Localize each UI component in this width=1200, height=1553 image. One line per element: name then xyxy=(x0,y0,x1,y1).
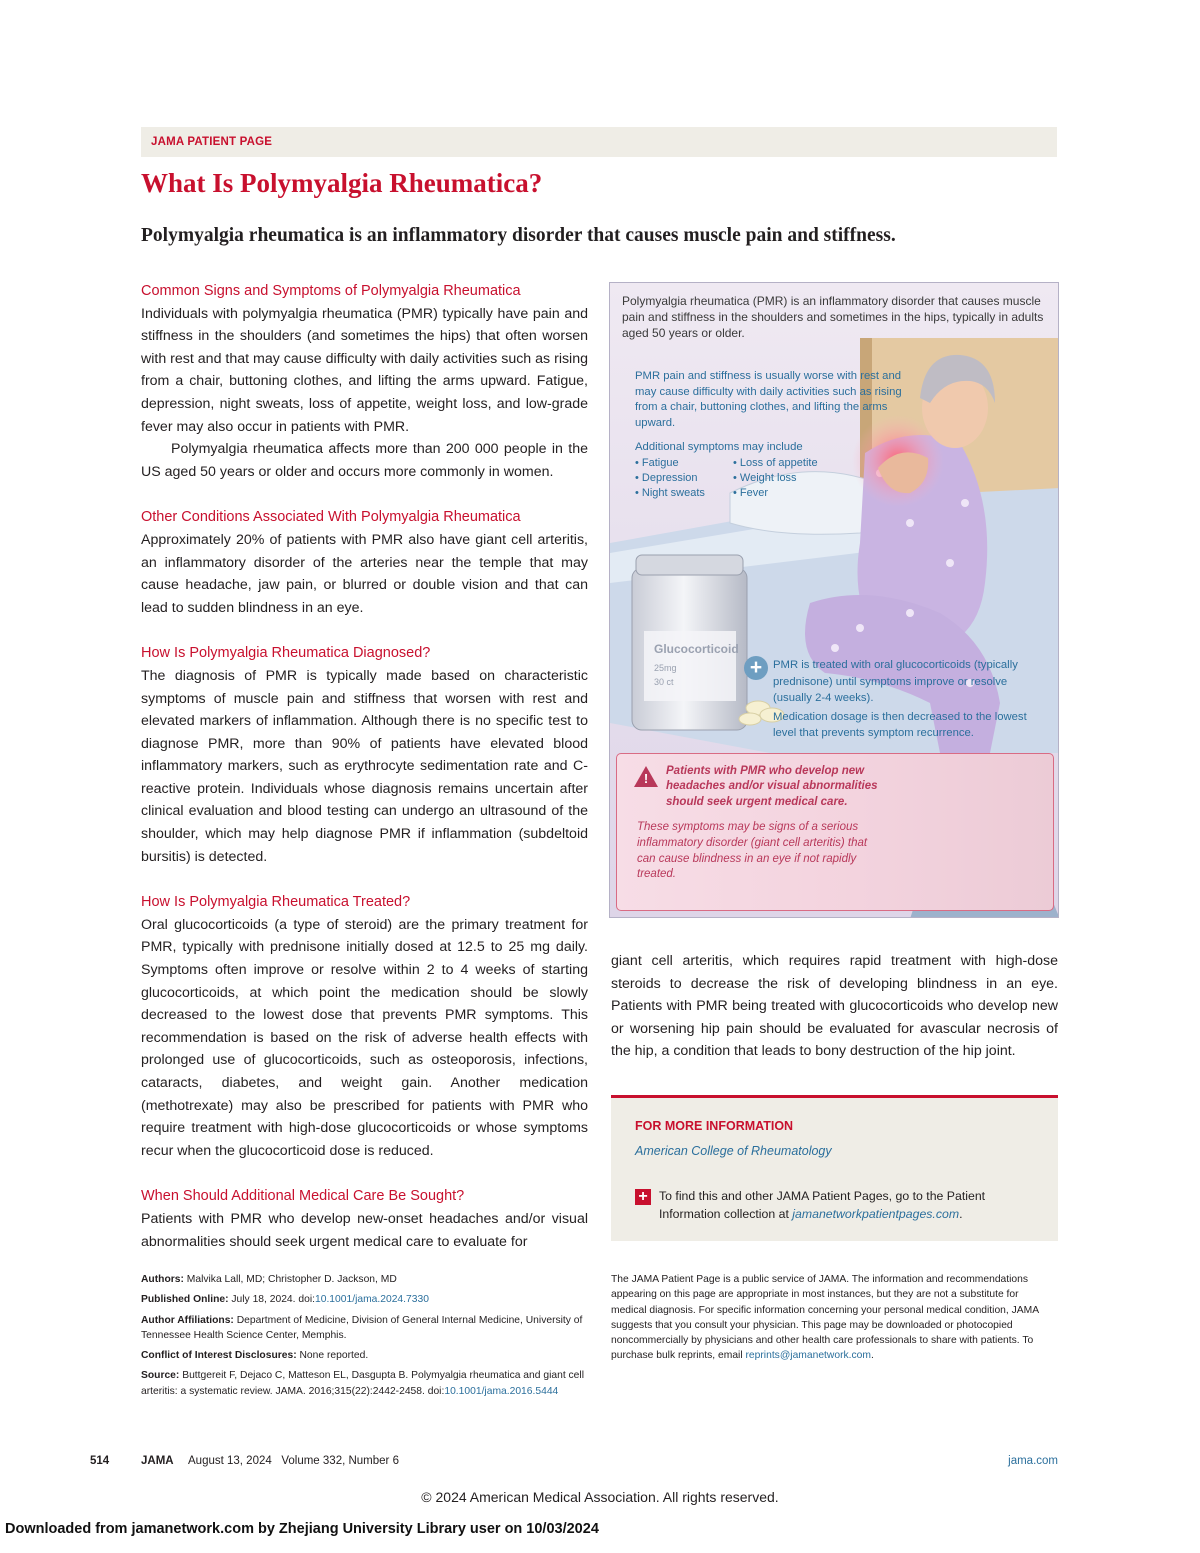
section-heading-diagnosis: How Is Polymyalgia Rheumatica Diagnosed? xyxy=(141,645,431,662)
published-doi-link[interactable]: 10.1001/jama.2024.7330 xyxy=(314,1294,429,1306)
patient-pages-link[interactable]: jamanetworkpatientpages.com xyxy=(792,1207,960,1221)
more-info-box xyxy=(611,1095,1058,1241)
figure-treatment-text: PMR is treated with oral glucocorticoids (typically prednisone) until symptoms improve or resolve (usually 2-4 weeks). xyxy=(773,659,1018,704)
paragraph-continuation: giant cell arteritis, which requires rapid treatment with high-dose steroids to decrease the risk of developing blindness in an eye. Patients with PMR being treated with glucocorticoids who develop new or worsening hip pain should be evaluated for avascular necrosis of the hip, a condition that leads to bony destruction of the hip joint. xyxy=(611,953,1058,1060)
symptom-item: • Night sweats xyxy=(635,487,705,500)
symptom-item: • Depression xyxy=(635,471,698,484)
coi-value: None reported. xyxy=(296,1350,369,1362)
more-info-text xyxy=(659,1187,1039,1223)
paragraph-prevalence: Polymyalgia rheumatica affects more than 200 000 people in the US aged 50 years or older and occurs more commonly in women. xyxy=(141,441,588,480)
published-value: July 18, 2024. doi: xyxy=(228,1294,315,1306)
acr-link[interactable]: American College of Rheumatology xyxy=(635,1144,832,1158)
bottle-dose: 25mg xyxy=(654,663,677,673)
figure-intro-text: Polymyalgia rheumatica (PMR) is an inflammatory disorder that causes muscle pain and stiffness in the shoulders and sometimes in the hips, typically in adults aged 50 years or older. xyxy=(622,294,1044,340)
figure-pain-text: PMR pain and stiffness is usually worse with rest and may cause difficulty with daily activities such as rising from a chair, buttoning clothes, and lifting the arms upward. xyxy=(635,370,902,429)
affiliations-line xyxy=(141,1313,588,1344)
download-notice: Downloaded from jamanetwork.com by Zhejiang University Library user on 10/03/2024 xyxy=(5,1521,599,1537)
source-doi-link[interactable]: 10.1001/jama.2016.5444 xyxy=(444,1385,559,1397)
symptom-item: • Fatigue xyxy=(635,456,679,469)
more-info-text-end: . xyxy=(959,1207,963,1221)
figure-additional-heading: Additional symptoms may include xyxy=(635,441,803,453)
plus-icon: + xyxy=(744,656,768,680)
section-heading-treatment: How Is Polymyalgia Rheumatica Treated? xyxy=(141,894,411,911)
published-label: Published Online: xyxy=(141,1294,229,1306)
illustration-figure xyxy=(609,282,1059,918)
more-info-text-body: To find this and other JAMA Patient Pages, go to the Patient Information collection at xyxy=(659,1189,986,1221)
source-label: Source: xyxy=(141,1370,180,1382)
more-info-heading: FOR MORE INFORMATION xyxy=(635,1119,794,1133)
notice-text: The JAMA Patient Page is a public service of JAMA. The information and recommendations appearing on this page are appropriate in most instances, but they are not a substitute for medical diagnosis. For specific information concerning your personal medical condition, JAMA suggests that you consult your physician. This page may be downloaded or photocopied noncommercially by physicians and other health care professionals to share with patients. To purchase bulk reprints, email xyxy=(611,1274,1039,1362)
figure-dosage-text: Medication dosage is then decreased to the lowest level that prevents symptom recurrence. xyxy=(773,710,1027,739)
symptom-item: • Loss of appetite xyxy=(733,456,818,469)
symptom-item: • Weight loss xyxy=(733,471,797,484)
page-label-bar xyxy=(141,127,1057,157)
issue-info: August 13, 2024 Volume 332, Number 6 xyxy=(188,1455,399,1467)
page-title: What Is Polymyalgia Rheumatica? xyxy=(141,168,543,198)
continuation-column xyxy=(611,950,1058,1063)
section-heading-care: When Should Additional Medical Care Be Sought? xyxy=(141,1188,465,1205)
article-metadata xyxy=(141,1272,588,1404)
page-subtitle: Polymyalgia rheumatica is an inflammatory disorder that causes muscle pain and stiffness. xyxy=(141,225,896,246)
reprints-email-link[interactable]: reprints@jamanetwork.com xyxy=(745,1350,871,1362)
figure-symptom-list xyxy=(635,456,915,502)
paragraph-treatment: Oral glucocorticoids (a type of steroid) are the primary treatment for PMR, typically with prednisone initially dosed at 12.5 to 25 mg daily. Symptoms often improve or resolve within 2 to 4 weeks of starting glucocorticoids, at which point the medication should be slowly decreased to the lowest dose that prevents PMR symptoms. This recommendation is based on the risk of adverse health effects with prolonged use of glucocorticoids, such as osteoporosis, infections, cataracts, diabetes, and weight gain. Another medication (methotrexate) may also be prescribed for patients with PMR who require treatment with high-dose glucocorticoids or whose symptoms recur when the glucocorticoid dose is reduced. xyxy=(141,916,588,1159)
paragraph-care: Patients with PMR who develop new-onset headaches and/or visual abnormalities should seek urgent medical care to evaluate for xyxy=(141,1210,588,1250)
section-heading-signs: Common Signs and Symptoms of Polymyalgia Rheumatica xyxy=(141,283,521,299)
affiliations-value: Department of Medicine, Division of General Internal Medicine, University of Tennessee Health Science Center, Memphis. xyxy=(141,1314,583,1341)
warning-bold-text: Patients with PMR who develop new headaches and/or visual abnormalities should seek urgent medical care. xyxy=(666,765,878,808)
published-line xyxy=(141,1292,588,1307)
bottle-count: 30 ct xyxy=(654,677,674,687)
coi-line xyxy=(141,1348,588,1363)
page-number: 514 xyxy=(90,1455,110,1467)
warning-box xyxy=(616,753,1054,911)
copyright-notice: © 2024 American Medical Association. All rights reserved. xyxy=(421,1489,779,1505)
symptom-item: • Fever xyxy=(733,487,769,500)
source-line xyxy=(141,1368,588,1399)
page-footer xyxy=(90,1455,1058,1471)
section-heading-other-conditions: Other Conditions Associated With Polymyalgia Rheumatica xyxy=(141,509,521,526)
bottle-label: Glucocorticoid xyxy=(654,642,739,656)
journal-site-link[interactable]: jama.com xyxy=(1008,1455,1058,1467)
page-label: JAMA PATIENT PAGE xyxy=(151,136,273,148)
affiliations-label: Author Affiliations: xyxy=(141,1314,234,1326)
journal-name: JAMA xyxy=(141,1455,174,1467)
source-value: Buttgereit F, Dejaco C, Matteson EL, Dasgupta B. Polymyalgia rheumatica and giant cell arteritis: a systematic review. JAMA. 2016;315(22):2442-2458. doi: xyxy=(141,1370,584,1397)
authors-line xyxy=(141,1272,588,1287)
figure-treatment-callout xyxy=(773,657,1043,742)
paragraph-diagnosis: The diagnosis of PMR is typically made based on characteristic symptoms of muscle pain and stiffness that worsen with rest and elevated markers of inflammation. Although there is no specific test to diagnose PMR, more than 90% of patients have elevated blood inflammatory markers, such as erythrocyte sedimentation rate and C-reactive protein. Individuals whose diagnosis remains uncertain after clinical evaluation and blood testing can undergo an ultrasound of the shoulder, which may help diagnose PMR if inflammation (subdeltoid bursitis) is detected. xyxy=(141,667,588,865)
authors-value: Malvika Lall, MD; Christopher D. Jackson, MD xyxy=(183,1274,397,1285)
warning-text: These symptoms may be signs of a serious inflammatory disorder (giant cell arteritis) that can cause blindness in an eye if not rapidly treated. xyxy=(637,821,868,881)
paragraph-signs: Individuals with polymyalgia rheumatica (PMR) typically have pain and stiffness in the shoulders (and sometimes the hips) that often worsen with rest and that may cause difficulty with daily activities such as rising from a chair, buttoning clothes, and lifting the arms upward. Fatigue, depression, night sweats, loss of appetite, weight loss, and low-grade fever may also occur in patients with PMR. xyxy=(141,305,588,435)
warning-icon-mark: ! xyxy=(643,771,649,786)
main-text-column xyxy=(141,280,588,1253)
figure-symptoms-callout xyxy=(635,369,915,501)
authors-label: Authors: xyxy=(141,1274,184,1285)
paragraph-other-conditions: Approximately 20% of patients with PMR also have giant cell arteritis, an inflammatory disorder of the arteries near the temple that may cause headache, jaw pain, or blurred or double vision and that can lead to sudden blindness in an eye. xyxy=(141,531,588,616)
plus-icon: + xyxy=(635,1189,651,1205)
notice-end: . xyxy=(870,1350,874,1362)
patient-page-notice xyxy=(611,1272,1051,1364)
coi-label: Conflict of Interest Disclosures: xyxy=(141,1350,297,1362)
